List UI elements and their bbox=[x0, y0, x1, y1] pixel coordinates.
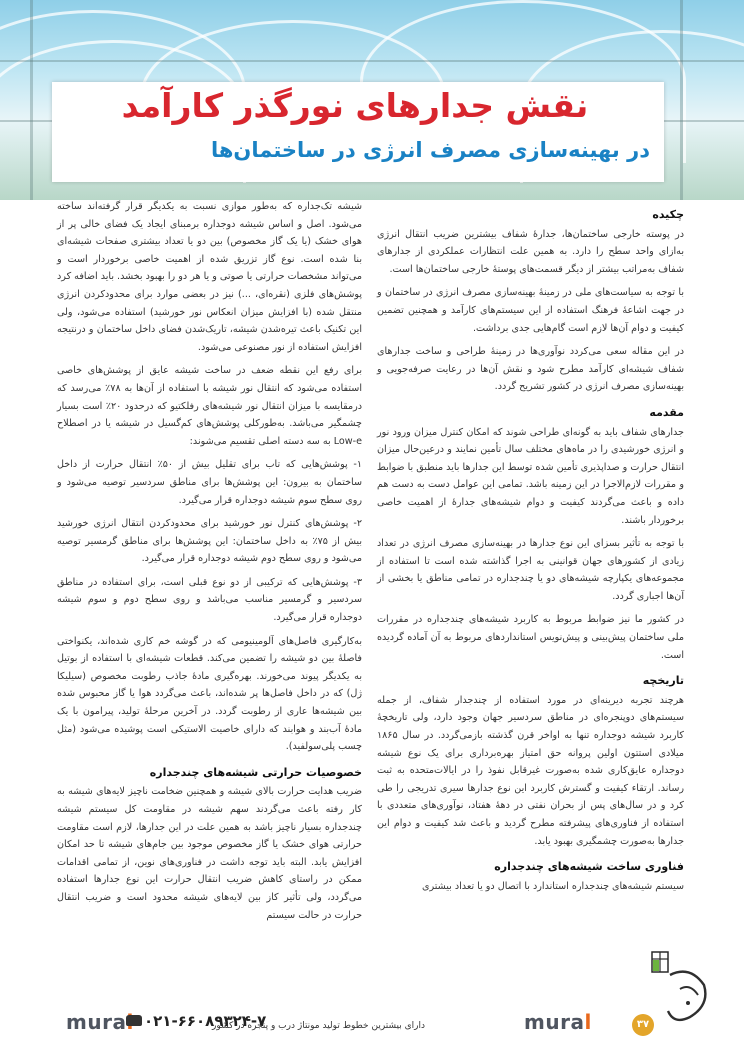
logo-right-accent-text: l bbox=[584, 1010, 592, 1034]
body-paragraph: در کشور ما نیز ضوابط مربوط به کاربرد شیشه‌های چندجداره در مقررات ملی ساختمان پیش‌بینی و پیش‌نویس استانداردهای مربوط به آن آماده گردیده است. bbox=[377, 614, 684, 661]
section-heading: فناوری ساخت شیشه‌های چندجداره bbox=[494, 860, 684, 874]
title-box bbox=[52, 82, 664, 182]
section-heading: تاریخچه bbox=[642, 674, 684, 688]
murall-logo-left bbox=[66, 1010, 134, 1034]
page-number-badge: ۳۷ bbox=[632, 1014, 654, 1036]
footer-tagline: دارای بیشترین خطوط تولید مونتاژ درب و پنجره در کشور bbox=[212, 1021, 426, 1031]
section-heading: مقدمه bbox=[649, 405, 684, 419]
body-paragraph: سیستم شیشه‌های چندجداره استاندارد با اتصال دو یا تعداد بیشتری bbox=[421, 880, 684, 892]
body-paragraph: ۳- پوشش‌هایی که ترکیبی از دو نوع قبلی است، برای استفاده در مناطق سردسیر و گرمسیر مناسب می‌باشد و روی سطح دوم و سوم شیشه دوجداره قرار می‌گیرد. bbox=[57, 576, 362, 624]
body-paragraph: جدارهای شفاف باید به گونه‌ای طراحی شوند که امکان کنترل میزان ورود نور و انرژی خورشیدی را در ماه‌های مختلف سال تأمین نمایند و درعین‌حال میزان انتقال حرارت و صداپذیری تأمین شده توسط این جدارها باید منطبق با ضوابط و مقررات لازم‌الاجرا در این زمینه باشد. تمامی این عوامل دست به دست هم داده و باعث می‌گردند کیفیت و دوام شیشه‌های جدارهٔ از اهمیت خاصی برخوردار باشند. bbox=[377, 426, 684, 526]
logo-left-main-text: mura bbox=[66, 1010, 127, 1034]
murall-logo-right bbox=[524, 1010, 592, 1034]
body-paragraph: در پوسته خارجی ساختمان‌ها، جدارهٔ شفاف بیشترین ضریب انتقال انرژی به‌ازای واحد سطح را دارد. به همین علت انتظارات عملکردی از جدارهای شفاف به‌مراتب بیشتر از دیگر قسمت‌های پوستهٔ خارجی ساختمان‌ها است. bbox=[377, 228, 684, 275]
section-heading: چکیده bbox=[652, 208, 684, 221]
body-paragraph: برای رفع این نقطه ضعف در ساخت شیشه عایق از پوشش‌های خاصی استفاده می‌شود که انتقال نور شیشه با استفاده از آن‌ها به ۷۸٪ می‌رسد که درمقایسه با میزان انتقال نور شیشه‌های رفلکتیو که درحدود ۲۰٪ است بسیار چشمگیر می‌باشد. به‌طورکلی پوشش‌های کم‌گسیل در شیشه یا در اصطلاح Low-e به سه دسته اصلی تقسیم می‌شوند: bbox=[57, 365, 363, 447]
section-heading: خصوصیات حرارتی شیشه‌های چندجداره bbox=[149, 765, 362, 779]
article-title: نقش جدارهای نورگذر کارآمد bbox=[121, 86, 589, 125]
footer bbox=[0, 960, 744, 1053]
body-paragraph: ضریب هدایت حرارت بالای شیشه و همچنین ضخامت ناچیز لایه‌های شیشه به کار رفته باعث می‌گردند سهم شیشه در مقاومت کل سیستم شیشه چندجداره بسیار ناچیز باشد به همین علت در این جدارها، لازم است مقاومت حرارتی هوای خشک یا گاز مخصوص موجود بین جام‌های شیشه تا حد امکان افزایش یابد. البته باید توجه داشت در فناوری‌های نوین، از تمامی اقدامات ممکن در راستای کاهش ضریب انتقال حرارت این نوع جدارها استفاده می‌گردد، ولی تأثیر کاز بین لایه‌های شیشه محدود است و ضریب انتقال حرارت در حالت سیستم bbox=[57, 786, 362, 921]
body-paragraph: در این مقاله سعی می‌کردد نوآوری‌ها در زمینهٔ طراحی و ساخت جدارهای شفاف شیشه‌ای کارآمد مطرح شود و نقش آن‌ها در رعایت صرفه‌جویی و بهینه‌سازی مصرف انرژی در کشور تشریح گردد. bbox=[377, 346, 684, 393]
logo-right-main-text: mura bbox=[524, 1010, 585, 1034]
body-paragraph: با توجه به تأثیر بسزای این نوع جدارها در بهینه‌سازی مصرف انرژی در تعداد زیادی از کشورهای جهان قوانینی به اجرا گذاشته شده است تا استفاده از مجموعه‌های یکپارچه شیشه‌های دو یا چندجداره در تمامی مناطق یا بخشی از آن‌ها اجباری گردد. bbox=[377, 538, 684, 602]
body-paragraph: با توجه به سیاست‌های ملی در زمینهٔ بهینه‌سازی مصرف انرژی در ساختمان و در جهت اشاعهٔ فرهنگ استفاده از این سیستم‌های کارآمد و همچنین تضمین کیفیت و دوام آن‌ها لازم است گام‌هایی جدی برداشت. bbox=[377, 287, 684, 334]
article-subtitle: در بهینه‌سازی مصرف انرژی در ساختمان‌ها bbox=[210, 138, 650, 162]
footer-phone: ۰۲۱-۶۶۰۸۹۳۲۴-۷ bbox=[144, 1012, 267, 1030]
right-column bbox=[377, 198, 684, 901]
body-paragraph: شیشه تک‌جداره که به‌طور موازی نسبت به یکدیگر قرار گرفته‌اند ساخته می‌شود. اصل و اساس شیشه دوجداره برمبنای ایجاد یک فضای خالی پر از هوای خشک (یا یک گاز مخصوص) بین دو یا تعداد بیشتری صفحات شیشه‌ای بنا شده است. نوع گاز تزریق شده از اهمیت خاصی برخوردار است و می‌تواند مشخصات حرارتی یا صوتی و یا هر دو را بهبود بخشد. باید اضافه کرد پوشش‌های فلزی (نقره‌ای، ...) نیز در بعضی موارد برای محدودکردن انرژی منتقل شده (با افزایش میزان انعکاس نور خورشید) استفاده می‌شود، ولی این تکنیک باعث تیره‌شدن شیشه، تاریک‌شدن فضای داخل ساختمان و درنتیجه افزایش استفاده از نور مصنوعی می‌شود. bbox=[57, 201, 362, 353]
body-paragraph: ۱- پوشش‌هایی که تاب برای تقلیل بیش از ۵۰٪ انتقال حرارت از داخل ساختمان به بیرون: این پوشش‌ها برای مناطق سردسیر توصیه می‌شود و روی سطح سوم شیشه دوجداره قرار می‌گیرد. bbox=[57, 459, 362, 506]
body-paragraph: ۲- پوشش‌های کنترل نور خورشید برای محدودکردن انتقال انرژی خورشید بیش از ۷۵٪ به داخل ساختمان: این پوشش‌ها برای مناطق گرمسیر توصیه می‌شود و روی سطح دوم شیشه دوجداره قرار می‌گیرد. bbox=[57, 518, 362, 565]
body-paragraph: هرچند تجربه دیرینه‌ای در مورد استفاده از چندجدار شفاف، از جمله سیستم‌های دوپنجره‌ای در مناطق سردسیر جهان وجود دارد، ولی تاریخچهٔ کاربرد شیشه دوجداره تنها به اواخر قرن گذشته بازمی‌گردد. در سال ۱۸۶۵ میلادی استتون اولین پروانه حق امتیاز بهره‌برداری برای یک نوع شیشه دوجداره عایق‌کاری شده به‌صورت غیرقابل نفوذ را در ایالات‌متحده به ثبت رساند. ارتقاء کیفیت و گسترش کاربرد این نوع جدارها سیری تدریجی را طی کرد و در سال‌های پس از بحران نفتی در دههٔ هفتاد، نوآوری‌های متعددی با استفاده از فناوری‌های پیشرفته مطرح گردید و باعث شد کیفیت و دوام این جدارها به‌صورت چشمگیری بهبود یابد. bbox=[377, 694, 684, 847]
left-column bbox=[57, 198, 362, 930]
magazine-logo-icon bbox=[660, 955, 716, 1031]
phone-icon bbox=[126, 1015, 142, 1026]
body-paragraph: به‌کارگیری فاصل‌های آلومینیومی که در گوشه خم کاری شده‌اند، یکنواختی فاصلهٔ بین دو شیشه را تضمین می‌کند. قطعات شیشه‌ای با استفاده از بوتیل به یکدیگر پیوند می‌خورند. بهره‌گیری مادهٔ جاذب رطوبت مخصوص (سیلیکا ژل) که در داخل فاصل‌ها پر شده‌اند، باعث می‌گردد هوا یا گاز محبوس شده بین شیشه‌ها عاری از رطوبت گردد. در آخرین مرحلهٔ تولید، پیرامون با یک مادهٔ آب‌بند و هوابند که دارای خاصیت الاستیکی است پوشیده می‌شود (مثل چسب پلی‌سولفید). bbox=[57, 635, 362, 753]
